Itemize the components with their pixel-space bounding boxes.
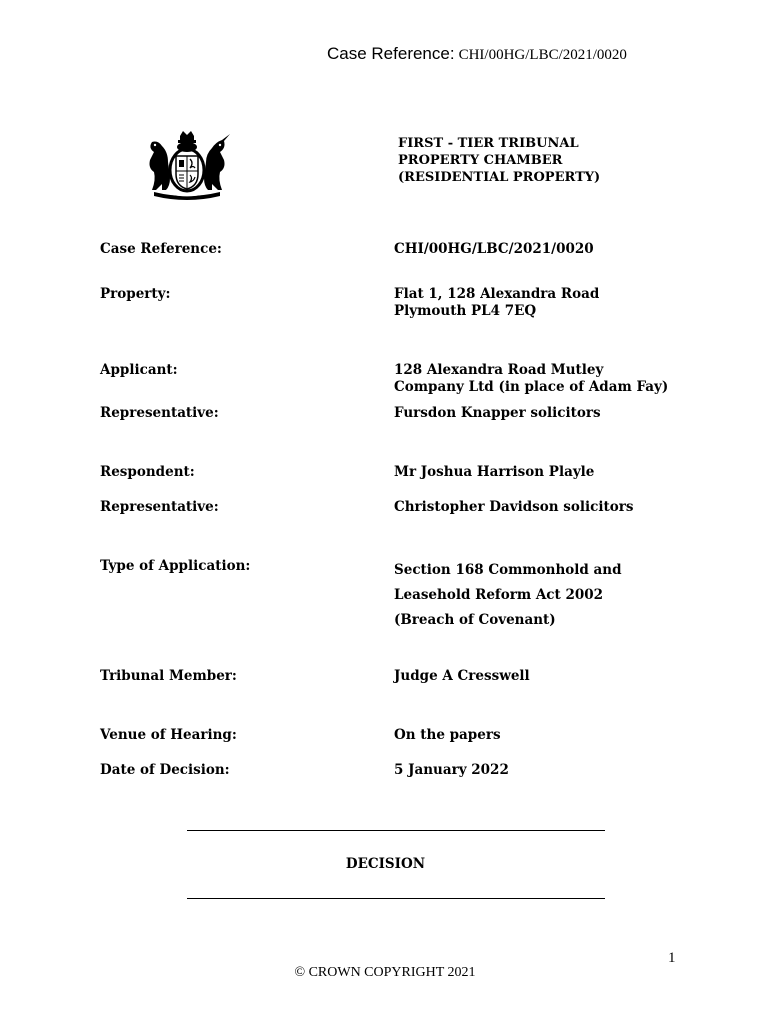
copyright-notice: © CROWN COPYRIGHT 2021 (294, 965, 476, 980)
respondent-representative-value: Christopher Davidson solicitors (394, 499, 634, 515)
property-label: Property: (100, 286, 171, 302)
respondent-label: Respondent: (100, 464, 195, 480)
header-case-reference-value: CHI/00HG/LBC/2021/0020 (458, 47, 627, 63)
venue-label: Venue of Hearing: (100, 727, 237, 743)
page-number: 1 (668, 950, 676, 966)
decision-title (0, 856, 770, 872)
divider-bottom (187, 898, 605, 899)
tribunal-line-1: FIRST - TIER TRIBUNAL (398, 136, 579, 151)
tribunal-member-label: Tribunal Member: (100, 668, 237, 684)
applicant-representative-value: Fursdon Knapper solicitors (394, 405, 601, 421)
header-case-reference-label: Case Reference: (327, 44, 455, 63)
property-line-2: Plymouth PL4 7EQ (394, 303, 537, 319)
date-of-decision-value: 5 January 2022 (394, 762, 509, 778)
respondent-value: Mr Joshua Harrison Playle (394, 464, 595, 480)
respondent-representative-label: Representative: (100, 499, 219, 515)
royal-coat-of-arms-icon (140, 130, 234, 202)
tribunal-member-value: Judge A Cresswell (394, 668, 530, 684)
divider-top (187, 830, 605, 831)
venue-value: On the papers (394, 727, 501, 743)
tribunal-line-3: (RESIDENTIAL PROPERTY) (398, 170, 601, 185)
type-of-application-line-2: Leasehold Reform Act 2002 (394, 587, 604, 603)
applicant-label: Applicant: (100, 362, 178, 378)
type-of-application-line-1: Section 168 Commonhold and (394, 562, 622, 578)
type-of-application-label: Type of Application: (100, 558, 251, 574)
applicant-value (394, 362, 668, 396)
applicant-representative-label: Representative: (100, 405, 219, 421)
type-of-application-value (394, 558, 622, 633)
property-line-1: Flat 1, 128 Alexandra Road (394, 286, 600, 302)
type-of-application-line-3: (Breach of Covenant) (394, 612, 556, 628)
applicant-line-1: 128 Alexandra Road Mutley (394, 362, 604, 378)
case-reference-label: Case Reference: (100, 241, 222, 257)
applicant-line-2: Company Ltd (in place of Adam Fay) (394, 379, 669, 395)
property-value (394, 286, 599, 320)
header-case-reference (327, 44, 627, 64)
tribunal-heading (398, 135, 600, 186)
case-reference-value: CHI/00HG/LBC/2021/0020 (394, 241, 594, 257)
date-of-decision-label: Date of Decision: (100, 762, 230, 778)
decision-title-text: DECISION (345, 856, 426, 872)
tribunal-line-2: PROPERTY CHAMBER (398, 153, 563, 168)
